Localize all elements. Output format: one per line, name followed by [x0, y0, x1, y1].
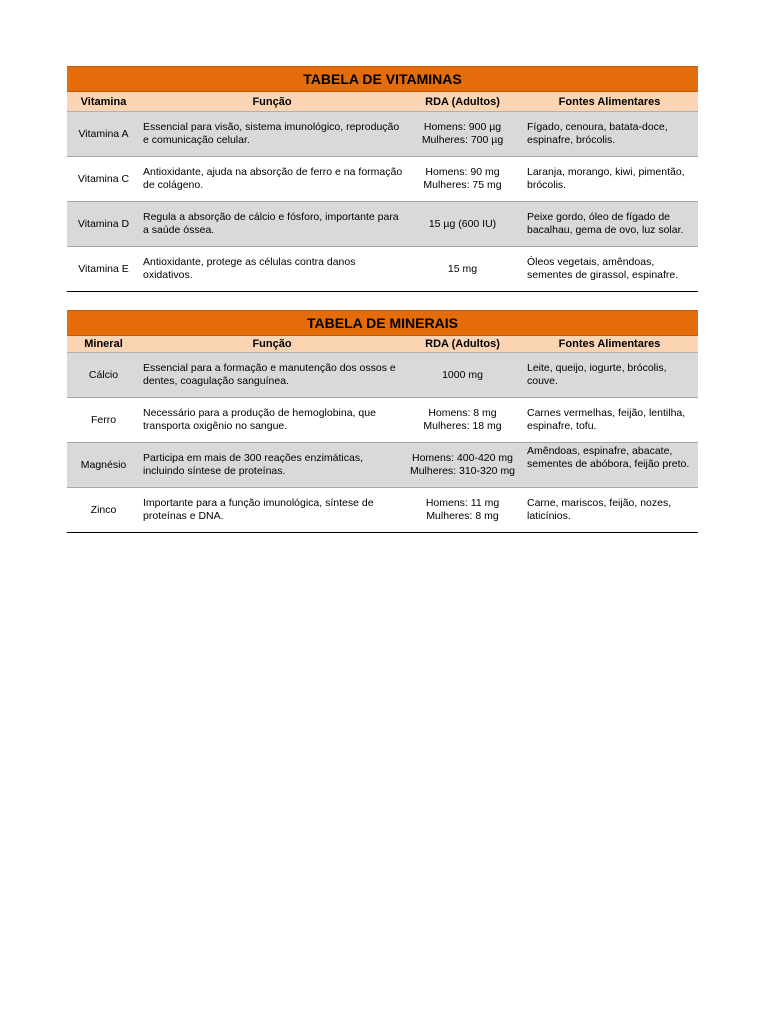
header-rda: RDA (Adultos): [425, 338, 500, 350]
row-fontes: Carnes vermelhas, feijão, lentilha, espinafre, tofu.: [527, 407, 686, 432]
vitamins-table-header: [67, 92, 698, 112]
row-name: Magnésio: [80, 458, 127, 471]
header-mineral: Mineral: [84, 338, 123, 350]
table-row: [67, 353, 698, 398]
row-rda: Homens: 90 mg Mulheres: 75 mg: [423, 166, 502, 191]
row-fontes: Carne, mariscos, feijão, nozes, laticínios.: [527, 497, 672, 522]
header-fontes: Fontes Alimentares: [558, 95, 661, 108]
row-funcao: Antioxidante, ajuda na absorção de ferro e na formação de colágeno.: [143, 166, 403, 191]
row-rda: Homens: 400-420 mg Mulheres: 310-320 mg: [409, 452, 516, 477]
table-row: [67, 157, 698, 202]
row-fontes: Peixe gordo, óleo de fígado de bacalhau, gema de ovo, luz solar.: [527, 211, 684, 236]
table-row: [67, 443, 698, 488]
row-funcao: Essencial para a formação e manutenção dos ossos e dentes, coagulação sanguínea.: [143, 362, 396, 387]
header-vitamina: Vitamina: [80, 95, 127, 108]
table-row: [67, 398, 698, 443]
row-rda: 15 µg (600 IU): [428, 217, 497, 230]
minerals-table: [67, 310, 698, 533]
row-name: Vitamina A: [78, 127, 129, 140]
row-fontes: Leite, queijo, iogurte, brócolis, couve.: [527, 362, 667, 387]
row-fontes: Fígado, cenoura, batata-doce, espinafre, brócolis.: [527, 121, 668, 146]
row-rda: Homens: 8 mg Mulheres: 18 mg: [423, 407, 502, 432]
row-fontes: Amêndoas, espinafre, abacate, sementes de abóbora, feijão preto.: [527, 445, 690, 470]
table-row: [67, 488, 698, 533]
table-row: [67, 202, 698, 247]
row-name: Zinco: [90, 503, 117, 516]
row-fontes: Laranja, morango, kiwi, pimentão, brócolis.: [527, 166, 685, 191]
table-row: [67, 247, 698, 292]
minerals-table-title: TABELA DE MINERAIS: [67, 310, 698, 336]
row-fontes: Óleos vegetais, amêndoas, sementes de girassol, espinafre.: [527, 256, 679, 281]
row-funcao: Regula a absorção de cálcio e fósforo, importante para a saúde óssea.: [143, 211, 399, 236]
row-rda: 1000 mg: [442, 368, 483, 381]
row-funcao: Necessário para a produção de hemoglobina, que transporta oxigênio no sangue.: [143, 407, 376, 432]
table-row: [67, 112, 698, 157]
row-name: Vitamina C: [77, 172, 130, 185]
row-name: Cálcio: [88, 368, 119, 381]
row-name: Vitamina D: [77, 217, 130, 230]
header-funcao: Função: [252, 95, 292, 108]
row-funcao: Essencial para visão, sistema imunológico, reprodução e comunicação celular.: [143, 121, 400, 146]
row-funcao: Antioxidante, protege as células contra danos oxidativos.: [143, 256, 356, 281]
minerals-table-header: [67, 336, 698, 353]
row-rda: Homens: 900 µg Mulheres: 700 µg: [421, 121, 504, 146]
header-fontes: Fontes Alimentares: [558, 338, 661, 350]
vitamins-table: [67, 66, 698, 292]
row-rda: 15 mg: [447, 262, 478, 275]
row-funcao: Importante para a função imunológica, síntese de proteínas e DNA.: [143, 497, 374, 522]
row-rda: Homens: 11 mg Mulheres: 8 mg: [425, 497, 500, 522]
row-name: Ferro: [90, 413, 117, 426]
header-rda: RDA (Adultos): [425, 95, 500, 108]
row-funcao: Participa em mais de 300 reações enzimáticas, incluindo síntese de proteínas.: [143, 452, 364, 477]
vitamins-table-title: TABELA DE VITAMINAS: [67, 66, 698, 92]
header-funcao: Função: [252, 338, 292, 350]
row-name: Vitamina E: [78, 262, 129, 275]
